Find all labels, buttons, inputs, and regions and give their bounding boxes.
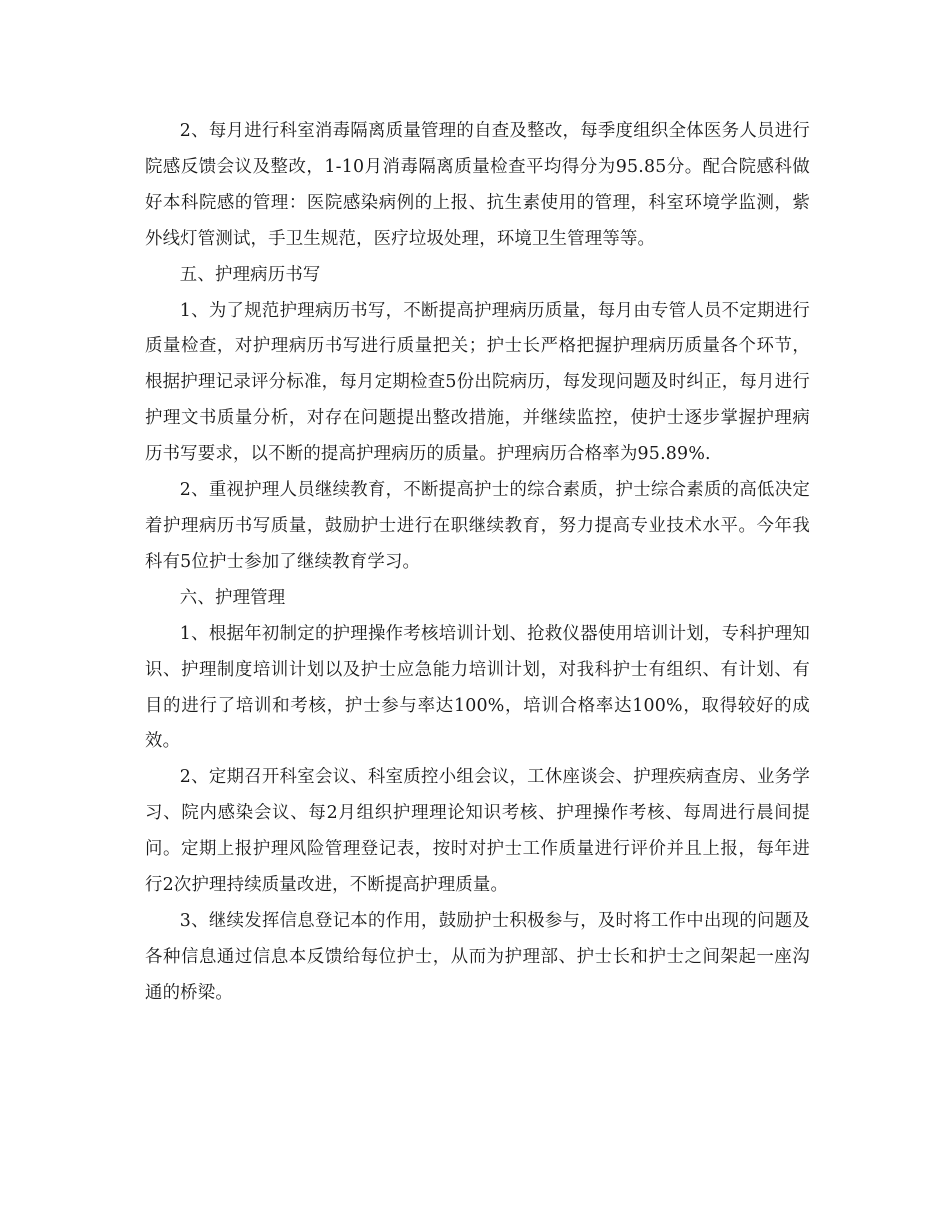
section-heading-nursing-records: 五、护理病历书写: [179, 264, 321, 285]
paragraph-training-plans: 1、根据年初制定的护理操作考核培训计划、抢救仪器使用培训计划，专科护理知识、护理制度培训计划以及护士应急能力培训计划，对我科护士有组织、有计划、有目的进行了培训和考核，护士参与率达100%，培训合格率达100%，取得较好的成效。: [145, 623, 810, 752]
paragraph-disinfection-management: 2、每月进行科室消毒隔离质量管理的自查及整改，每季度组织全体医务人员进行院感反馈会议及整改，1-10月消毒隔离质量检查平均得分为95.85分。配合院感科做好本科院感的管理：医院感染病例的上报、抗生素使用的管理，科室环境学监测，紫外线灯管测试，手卫生规范，医疗垃圾处理，环境卫生管理等等。: [145, 121, 810, 249]
paragraph-regular-meetings: 2、定期召开科室会议、科室质控小组会议，工休座谈会、护理疾病查房、业务学习、院内感染会议、每2月组织护理理论知识考核、护理操作考核、每周进行晨间提问。定期上报护理风险管理登记表，按时对护士工作质量进行评价并且上报，每年进行2次护理持续质量改进，不断提高护理质量。: [145, 767, 810, 896]
paragraph-information-register: 3、继续发挥信息登记本的作用，鼓励护士积极参与，及时将工作中出现的问题及各种信息通过信息本反馈给每位护士，从而为护理部、护士长和护士之间架起一座沟通的桥梁。: [145, 910, 810, 1003]
section-heading-nursing-management: 六、护理管理: [179, 587, 286, 608]
document-body: [145, 114, 810, 1012]
paragraph-continuing-education: 2、重视护理人员继续教育，不断提高护士的综合素质，护士综合素质的高低决定着护理病历书写质量，鼓励护士进行在职继续教育，努力提高专业技术水平。今年我科有5位护士参加了继续教育学习。: [145, 480, 810, 572]
paragraph-nursing-records-quality: 1、为了规范护理病历书写，不断提高护理病历质量，每月由专管人员不定期进行质量检查，对护理病历书写进行质量把关；护士长严格把握护理病历质量各个环节，根据护理记录评分标准，每月定期检查5份出院病历，每发现问题及时纠正，每月进行护理文书质量分析，对存在问题提出整改措施，并继续监控，使护士逐步掌握护理病历书写要求，以不断的提高护理病历的质量。护理病历合格率为95.89%.: [145, 300, 810, 465]
